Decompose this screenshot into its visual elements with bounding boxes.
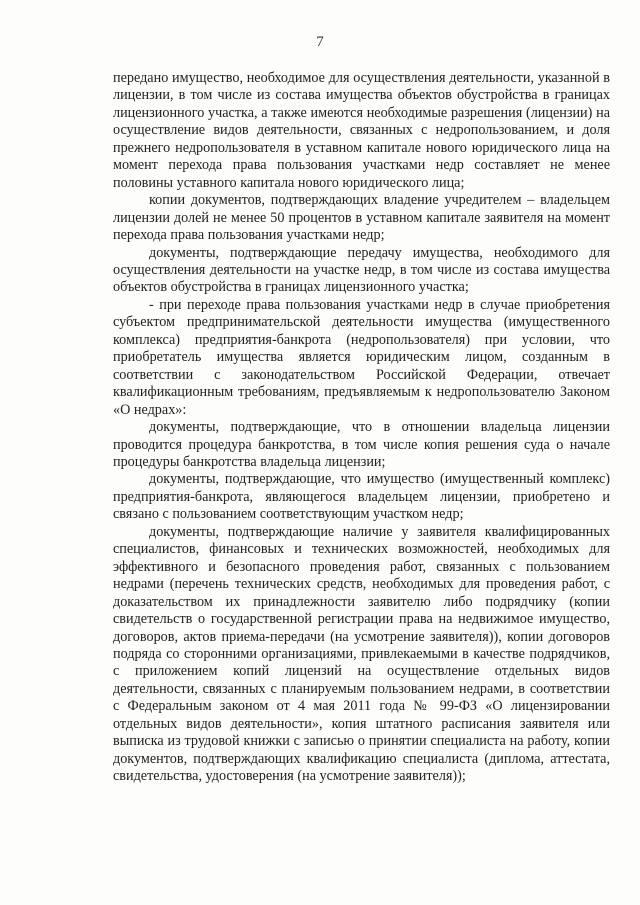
paragraph-copies-ownership: копии документов, подтверждающих владение учредителем – владельцем лицензии долей не менее 50 процентов в уставном капитале заявителя на момент перехода права пользования участками недр; bbox=[113, 192, 610, 244]
document-body bbox=[113, 70, 610, 786]
paragraph-transfer-docs: документы, подтверждающие передачу имущества, необходимого для осуществления деятельности на участке недр, в том числе из состава имущества объектов обустройства в границах лицензионного участка; bbox=[113, 244, 610, 296]
page-number: 7 bbox=[316, 34, 324, 50]
paragraph-bankruptcy-docs: документы, подтверждающие, что в отношении владельца лицензии проводится процедура банкротства, в том числе копия решения суда о начале процедуры банкротства владельца лицензии; bbox=[113, 419, 610, 470]
paragraph-property-docs: документы, подтверждающие, что имущество (имущественный комплекс) предприятия-банкрота, являющегося владельцем лицензии, приобретено и связано с пользованием соответствующим участком недр; bbox=[113, 471, 610, 523]
paragraph-bankrupt-case: - при переходе права пользования участками недр в случае приобретения субъектом предпринимательской деятельности имущества (имущественного комплекса) предприятия-банкрота (недропользователя) при условии, что приобретатель имущества является юридическим лицом, созданным в соответствии с законодательством Российской Федерации, отвечает квалификационным требованиям, предъявляемым к недропользователю Законом «О недрах»: bbox=[113, 296, 610, 418]
paragraph-continuation: передано имущество, необходимое для осуществления деятельности, указанной в лицензии, в том числе из состава имущества объектов обустройства в границах лицензионного участка, а также имеются необходимые разрешения (лицензии) на осуществление видов деятельности, связанных с недропользованием, и доля прежнего недропользователя в уставном капитале нового юридического лица на момент перехода права пользования участками недр составляет не менее половины уставного капитала нового юридического лица; bbox=[113, 70, 610, 191]
paragraph-qualification-docs: документы, подтверждающие наличие у заявителя квалифицированных специалистов, финансовых и технических возможностей, необходимых для эффективного и безопасного проведения работ, связанных с пользованием недрами (перечень технических средств, необходимых для проведения работ, с доказательством их принадлежности заявителю либо подрядчику (копии свидетельств о государственной регистрации права на недвижимое имущество, договоров, актов приема-передачи (на усмотрение заявителя)), копии договоров подряда со сторонними организациями, привлекаемыми в качестве подрядчиков, с приложением копий лицензий на осуществление отдельных видов деятельности, связанных с планируемым пользованием недрами, в соответствии с Федеральным законом от 4 мая 2011 года № 99-ФЗ «О лицензировании отдельных видов деятельности», копия штатного расписания заявителя или выписка из трудовой книжки с записью о принятии специалиста на работу, копии документов, подтверждающих квалификацию специалиста (диплома, аттестата, свидетельства, удостоверения (на усмотрение заявителя)); bbox=[113, 523, 610, 785]
